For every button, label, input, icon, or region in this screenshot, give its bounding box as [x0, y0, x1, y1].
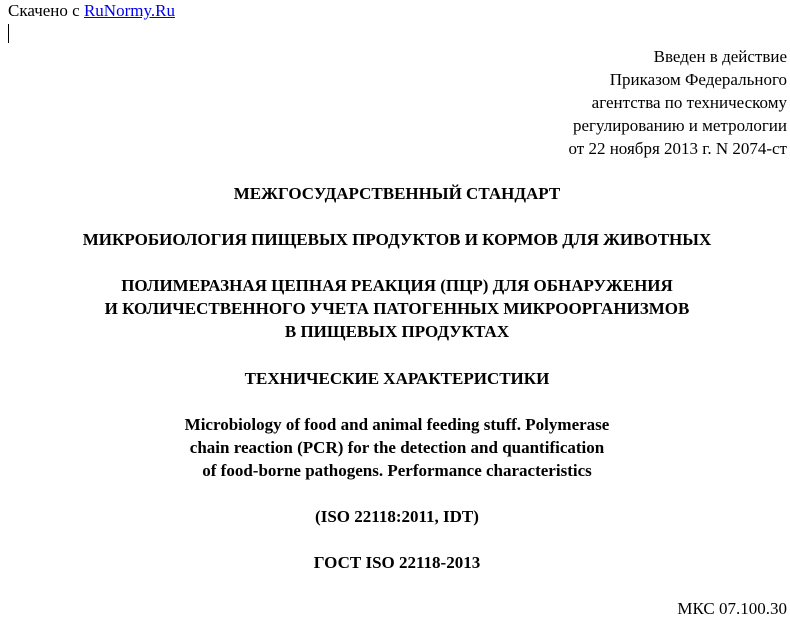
text-cursor	[8, 24, 9, 43]
iso-reference: (ISO 22118:2011, IDT)	[315, 507, 479, 526]
english-title-line: Microbiology of food and animal feeding stuff. Polymerase	[184, 415, 610, 434]
english-title-block	[0, 413, 790, 482]
approval-line: Введен в действие	[653, 47, 787, 66]
source-link[interactable]: RuNormy.Ru	[83, 1, 175, 20]
source-prefix: Скачено с	[8, 1, 84, 20]
approval-block	[569, 45, 788, 160]
approval-line: от 22 ноября 2013 г. N 2074-ст	[568, 139, 787, 158]
approval-line: агентства по техническому	[591, 93, 787, 112]
source-line	[8, 1, 175, 21]
main-title: МИКРОБИОЛОГИЯ ПИЩЕВЫХ ПРОДУКТОВ И КОРМОВ ДЛЯ ЖИВОТНЫХ	[82, 230, 712, 249]
subtitle-line: ПОЛИМЕРАЗНАЯ ЦЕПНАЯ РЕАКЦИЯ (ПЦР) ДЛЯ ОБНАРУЖЕНИЯ	[121, 276, 673, 295]
approval-line: Приказом Федерального	[609, 70, 787, 89]
subtitle-line: В ПИЩЕВЫХ ПРОДУКТАХ	[284, 322, 510, 341]
english-title-line: chain reaction (PCR) for the detection and quantification	[189, 438, 605, 457]
mks-code: МКС 07.100.30	[677, 599, 787, 618]
subtitle-line: И КОЛИЧЕСТВЕННОГО УЧЕТА ПАТОГЕННЫХ МИКРООРГАНИЗМОВ	[104, 299, 690, 318]
subtitle-block	[0, 274, 790, 343]
approval-line: регулированию и метрологии	[572, 116, 787, 135]
standard-number: ГОСТ ISO 22118-2013	[313, 553, 481, 572]
standard-category: МЕЖГОСУДАРСТВЕННЫЙ СТАНДАРТ	[233, 184, 561, 203]
section-title: ТЕХНИЧЕСКИЕ ХАРАКТЕРИСТИКИ	[244, 369, 550, 388]
english-title-line: of food-borne pathogens. Performance characteristics	[202, 461, 592, 480]
